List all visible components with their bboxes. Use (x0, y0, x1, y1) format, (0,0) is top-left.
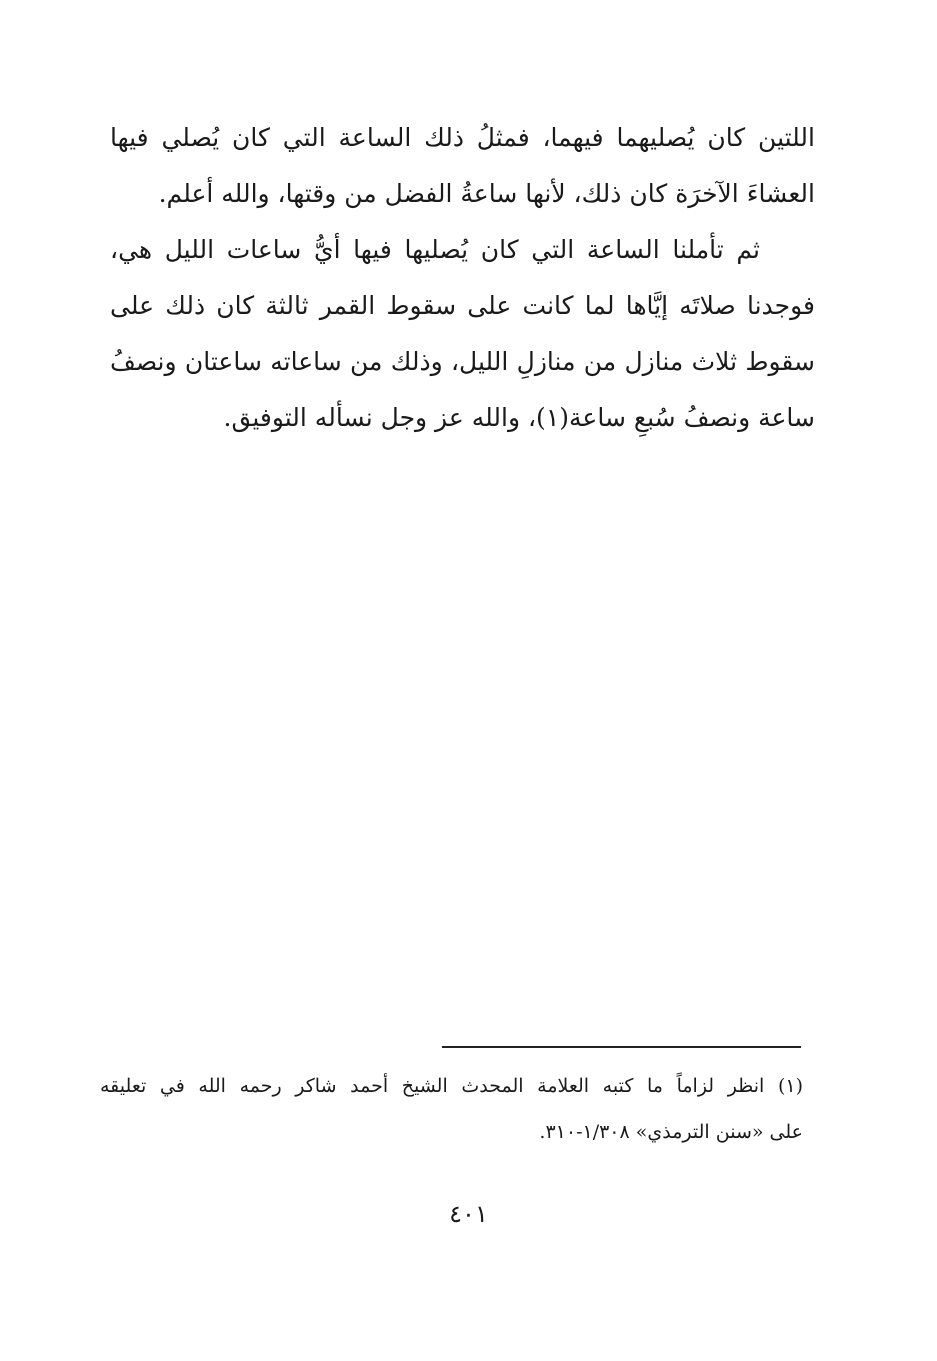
page-number: ٤٠١ (449, 1200, 488, 1228)
paragraph-1-line-2: العشاءَ الآخرَة كان ذلك، لأنها ساعةُ الفضل من وقتها، والله أعلم. (158, 179, 815, 208)
paragraph-2-line-3: سقوط ثلاث منازل من منازلِ الليل، وذلك من ساعاته ساعتان ونصفُ (110, 347, 815, 376)
footnote-divider (442, 1046, 801, 1048)
paragraph-2 (110, 222, 815, 446)
paragraph-1 (110, 110, 815, 222)
footnote-line-2: على «سنن الترمذي» ١/٣٠٨-٣١٠. (539, 1121, 803, 1143)
paragraph-2-line-2: فوجدنا صلاتَه إيَّاها لما كانت على سقوط القمر ثالثة كان ذلك على (110, 291, 815, 320)
paragraph-2-line-1: ثم تأملنا الساعة التي كان يُصليها فيها أيُّ ساعات الليل هي، (110, 235, 760, 264)
footnote-line-1: (١) انظر لزاماً ما كتبه العلامة المحدث الشيخ أحمد شاكر رحمه الله في تعليقه (100, 1075, 804, 1097)
footnote (100, 1063, 803, 1155)
paragraph-1-line-1: اللتين كان يُصليهما فيهما، فمثلُ ذلك الساعة التي كان يُصلي فيها (110, 123, 815, 152)
paragraph-2-line-4: ساعة ونصفُ سُبعِ ساعة(١)، والله عز وجل نسأله التوفيق. (223, 403, 815, 432)
